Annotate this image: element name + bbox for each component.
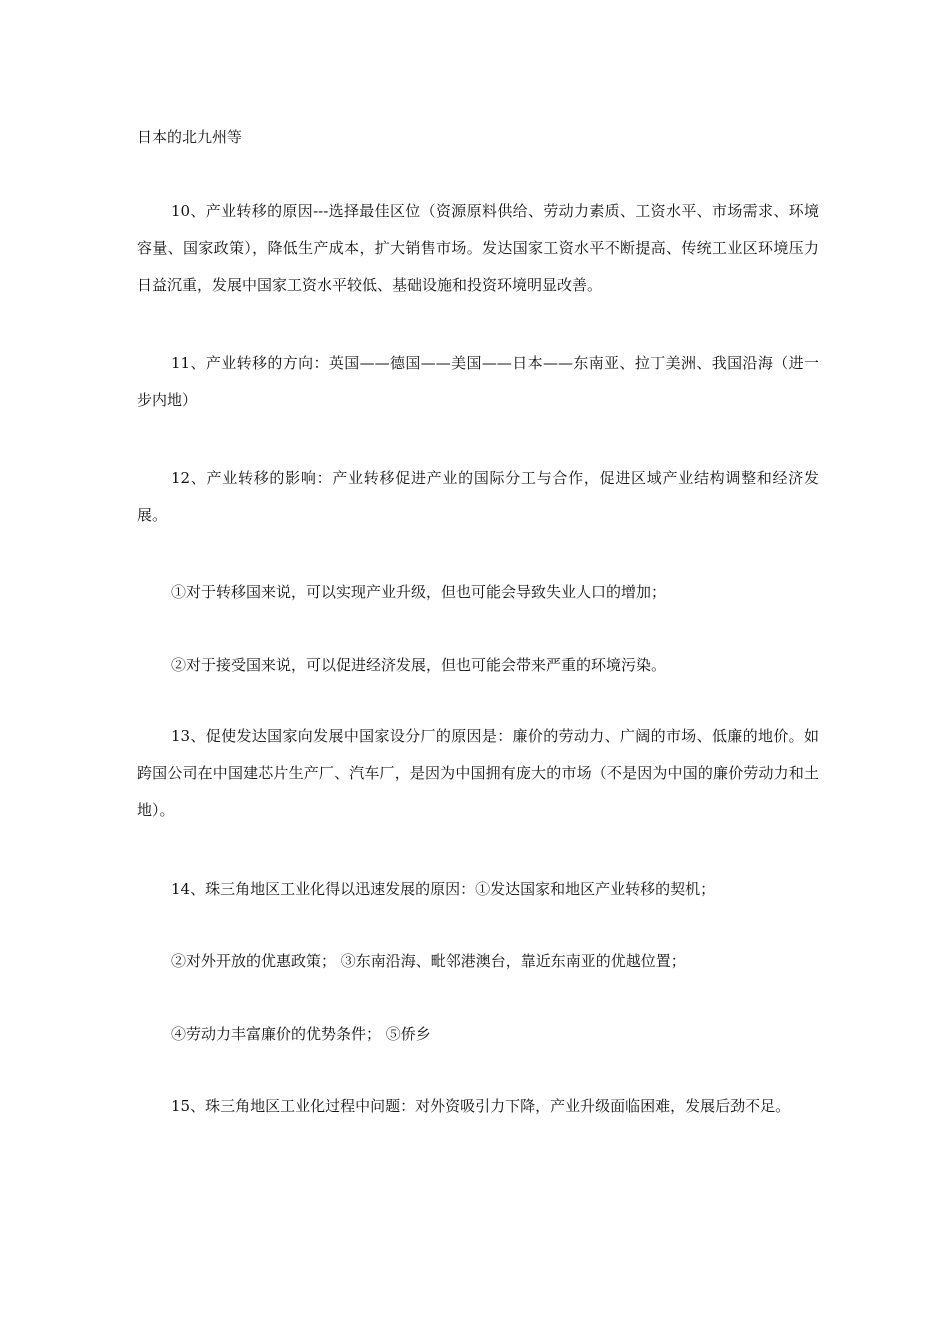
- paragraph-intro: 日本的北九州等: [137, 128, 243, 146]
- paragraph-12: 12、产业转移的影响：产业转移促进产业的国际分工与合作，促进区域产业结构调整和经济发展。: [137, 469, 819, 524]
- paragraph-10: 10、产业转移的原因---选择最佳区位（资源原料供给、劳动力素质、工资水平、市场需求、环境容量、国家政策），降低生产成本，扩大销售市场。发达国家工资水平不断提高、传统工业区环境压力日益沉重，发展中国家工资水平较低、基础设施和投资环境明显改善。: [137, 202, 819, 294]
- paragraph-14-points-2-3: ②对外开放的优惠政策； ③东南沿海、毗邻港澳台，靠近东南亚的优越位置；: [171, 952, 686, 970]
- paragraph-12-point-1: ①对于转移国来说，可以实现产业升级，但也可能会导致失业人口的增加；: [171, 583, 667, 601]
- paragraph-13: 13、促使发达国家向发展中国家设分厂的原因是：廉价的劳动力、广阔的市场、低廉的地价。如跨国公司在中国建芯片生产厂、汽车厂，是因为中国拥有庞大的市场（不是因为中国的廉价劳动力和土地）。: [137, 727, 819, 819]
- paragraph-15: 15、珠三角地区工业化过程中问题：对外资吸引力下降，产业升级面临困难，发展后劲不足。: [171, 1097, 791, 1115]
- paragraph-14: 14、珠三角地区工业化得以迅速发展的原因：①发达国家和地区产业转移的契机；: [171, 880, 716, 898]
- paragraph-14-points-4-5: ④劳动力丰富廉价的优势条件； ⑤侨乡: [171, 1025, 431, 1043]
- paragraph-12-point-2: ②对于接受国来说，可以促进经济发展，但也可能会带来严重的环境污染。: [171, 656, 667, 674]
- paragraph-11: 11、产业转移的方向：英国——德国——美国——日本——东南亚、拉丁美洲、我国沿海（进一步内地）: [137, 354, 819, 409]
